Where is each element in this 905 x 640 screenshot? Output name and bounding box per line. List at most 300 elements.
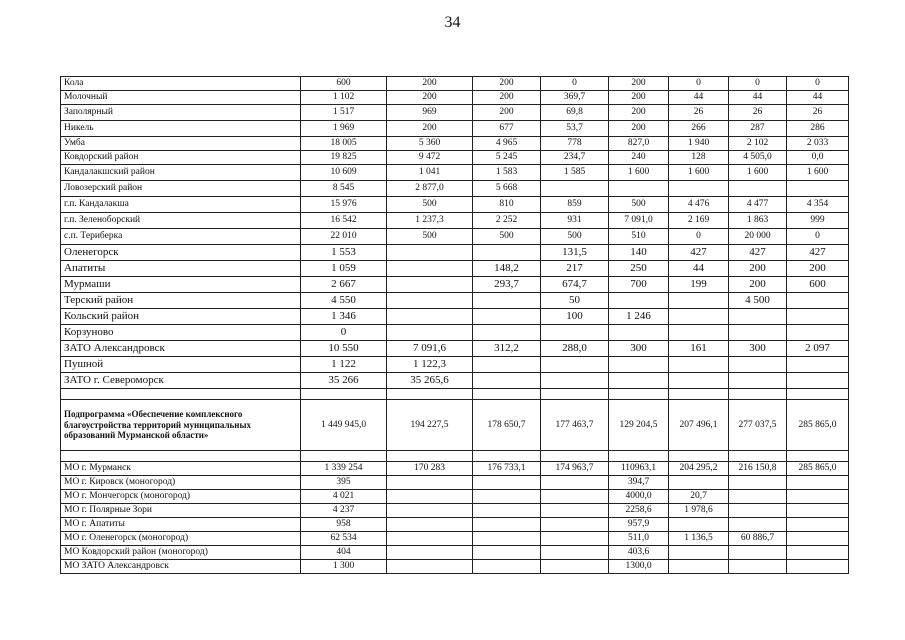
value-cell: 1 600 [787, 165, 849, 181]
value-cell [669, 518, 729, 532]
table-row [61, 373, 849, 389]
value-cell [729, 560, 787, 574]
value-cell: 395 [301, 476, 387, 490]
value-cell: 286 [787, 121, 849, 137]
value-cell [541, 325, 609, 341]
table-row [61, 490, 849, 504]
value-cell: 369,7 [541, 91, 609, 105]
value-cell: 2 097 [787, 341, 849, 357]
value-cell [669, 357, 729, 373]
value-cell [729, 181, 787, 197]
table-row [61, 518, 849, 532]
value-cell: 427 [787, 245, 849, 261]
value-cell [473, 373, 541, 389]
value-cell [387, 261, 473, 277]
value-cell: 1 600 [729, 165, 787, 181]
value-cell: 0 [729, 77, 787, 91]
value-cell [387, 560, 473, 574]
value-cell: 200 [609, 105, 669, 121]
value-cell: 2 033 [787, 137, 849, 151]
value-cell [473, 293, 541, 309]
value-cell: 2 169 [669, 213, 729, 229]
value-cell: 674,7 [541, 277, 609, 293]
table-row [61, 462, 849, 476]
table-row [61, 476, 849, 490]
value-cell [729, 504, 787, 518]
page-number: 34 [444, 14, 461, 31]
table-row [61, 245, 849, 261]
value-cell: 200 [473, 91, 541, 105]
value-cell [541, 560, 609, 574]
row-name-cell: Кола [61, 77, 301, 91]
value-cell: 969 [387, 105, 473, 121]
value-cell: 4 477 [729, 197, 787, 213]
value-cell: 177 463,7 [541, 400, 609, 451]
value-cell: 174 963,7 [541, 462, 609, 476]
value-cell [669, 325, 729, 341]
value-cell [473, 546, 541, 560]
value-cell [729, 490, 787, 504]
value-cell: 240 [609, 151, 669, 165]
table-row [61, 213, 849, 229]
table-row [61, 181, 849, 197]
value-cell [473, 357, 541, 373]
row-name-cell: Молочный [61, 91, 301, 105]
value-cell: 200 [609, 91, 669, 105]
row-name-cell: Терский район [61, 293, 301, 309]
value-cell: 511,0 [609, 532, 669, 546]
value-cell: 394,7 [609, 476, 669, 490]
value-cell: 1 237,3 [387, 213, 473, 229]
value-cell [387, 309, 473, 325]
value-cell: 677 [473, 121, 541, 137]
row-name-cell: г.п. Зеленоборский [61, 213, 301, 229]
value-cell: 810 [473, 197, 541, 213]
value-cell: 2 877,0 [387, 181, 473, 197]
value-cell: 778 [541, 137, 609, 151]
value-cell: 1 978,6 [669, 504, 729, 518]
table-row [61, 91, 849, 105]
value-cell: 427 [729, 245, 787, 261]
value-cell: 5 360 [387, 137, 473, 151]
value-cell: 207 496,1 [669, 400, 729, 451]
value-cell: 200 [473, 105, 541, 121]
value-cell [787, 532, 849, 546]
value-cell: 277 037,5 [729, 400, 787, 451]
table-row [61, 77, 849, 91]
value-cell: 200 [473, 77, 541, 91]
value-cell [729, 389, 787, 400]
value-cell [473, 518, 541, 532]
value-cell: 15 976 [301, 197, 387, 213]
value-cell [473, 476, 541, 490]
value-cell [541, 373, 609, 389]
row-name-cell: Кандалакшский район [61, 165, 301, 181]
value-cell [609, 293, 669, 309]
value-cell [787, 373, 849, 389]
value-cell: 404 [301, 546, 387, 560]
value-cell: 2 667 [301, 277, 387, 293]
value-cell: 200 [387, 121, 473, 137]
value-cell: 100 [541, 309, 609, 325]
value-cell: 2 252 [473, 213, 541, 229]
value-cell [669, 181, 729, 197]
budget-table [60, 76, 849, 574]
value-cell: 1 346 [301, 309, 387, 325]
value-cell [729, 325, 787, 341]
value-cell [787, 504, 849, 518]
row-name-cell: Заполярный [61, 105, 301, 121]
value-cell: 131,5 [541, 245, 609, 261]
value-cell: 1300,0 [609, 560, 669, 574]
value-cell [541, 181, 609, 197]
value-cell: 35 266 [301, 373, 387, 389]
value-cell: 0,0 [787, 151, 849, 165]
value-cell [387, 451, 473, 462]
row-name-cell: г.п. Кандалакша [61, 197, 301, 213]
value-cell [787, 293, 849, 309]
value-cell: 600 [301, 77, 387, 91]
value-cell: 128 [669, 151, 729, 165]
value-cell: 859 [541, 197, 609, 213]
value-cell: 250 [609, 261, 669, 277]
value-cell [541, 546, 609, 560]
value-cell: 1 122,3 [387, 357, 473, 373]
value-cell [541, 504, 609, 518]
value-cell [541, 476, 609, 490]
row-name-cell: МО г. Мончегорск (моногород) [61, 490, 301, 504]
value-cell: 129 204,5 [609, 400, 669, 451]
row-name-cell: Мурмаши [61, 277, 301, 293]
value-cell [387, 277, 473, 293]
value-cell: 0 [669, 229, 729, 245]
row-name-cell: Корзуново [61, 325, 301, 341]
value-cell [609, 325, 669, 341]
value-cell: 5 245 [473, 151, 541, 165]
value-cell [787, 325, 849, 341]
value-cell: 26 [787, 105, 849, 121]
value-cell: 500 [387, 197, 473, 213]
value-cell: 200 [387, 91, 473, 105]
value-cell: 199 [669, 277, 729, 293]
value-cell: 7 091,6 [387, 341, 473, 357]
table-row [61, 197, 849, 213]
value-cell [387, 476, 473, 490]
value-cell: 200 [609, 121, 669, 137]
value-cell [787, 476, 849, 490]
value-cell: 0 [541, 77, 609, 91]
row-name-cell: МО г. Кировск (моногород) [61, 476, 301, 490]
value-cell: 1 517 [301, 105, 387, 121]
value-cell: 2258,6 [609, 504, 669, 518]
value-cell [387, 293, 473, 309]
value-cell: 178 650,7 [473, 400, 541, 451]
value-cell [669, 293, 729, 309]
value-cell: 288,0 [541, 341, 609, 357]
value-cell: 18 005 [301, 137, 387, 151]
value-cell [787, 560, 849, 574]
row-name-cell: с.п. Териберка [61, 229, 301, 245]
value-cell [387, 490, 473, 504]
value-cell: 0 [669, 77, 729, 91]
value-cell: 4000,0 [609, 490, 669, 504]
value-cell: 4 021 [301, 490, 387, 504]
value-cell [787, 518, 849, 532]
value-cell: 1 583 [473, 165, 541, 181]
value-cell [387, 518, 473, 532]
value-cell: 1 041 [387, 165, 473, 181]
value-cell: 285 865,0 [787, 400, 849, 451]
value-cell: 600 [787, 277, 849, 293]
value-cell: 1 300 [301, 560, 387, 574]
value-cell: 300 [609, 341, 669, 357]
value-cell: 266 [669, 121, 729, 137]
value-cell: 4 550 [301, 293, 387, 309]
value-cell: 7 091,0 [609, 213, 669, 229]
value-cell: 4 965 [473, 137, 541, 151]
value-cell [541, 532, 609, 546]
value-cell: 1 449 945,0 [301, 400, 387, 451]
table-row [61, 261, 849, 277]
value-cell: 148,2 [473, 261, 541, 277]
value-cell: 62 534 [301, 532, 387, 546]
row-name-cell: Никель [61, 121, 301, 137]
value-cell: 4 354 [787, 197, 849, 213]
value-cell: 827,0 [609, 137, 669, 151]
value-cell [473, 245, 541, 261]
row-name-cell: МО г. Оленегорск (моногород) [61, 532, 301, 546]
value-cell: 1 122 [301, 357, 387, 373]
value-cell: 204 295,2 [669, 462, 729, 476]
value-cell: 0 [301, 325, 387, 341]
value-cell [473, 309, 541, 325]
value-cell [787, 181, 849, 197]
value-cell [541, 357, 609, 373]
value-cell: 161 [669, 341, 729, 357]
value-cell: 20 000 [729, 229, 787, 245]
value-cell: 10 609 [301, 165, 387, 181]
row-name-cell: Ловозерский район [61, 181, 301, 197]
value-cell [787, 357, 849, 373]
table-row [61, 400, 849, 451]
value-cell: 4 500 [729, 293, 787, 309]
value-cell: 110963,1 [609, 462, 669, 476]
value-cell: 1 102 [301, 91, 387, 105]
row-name-cell [61, 451, 301, 462]
value-cell: 510 [609, 229, 669, 245]
table-row [61, 341, 849, 357]
value-cell: 200 [729, 277, 787, 293]
value-cell [387, 325, 473, 341]
value-cell: 427 [669, 245, 729, 261]
value-cell [387, 546, 473, 560]
value-cell: 1 059 [301, 261, 387, 277]
value-cell: 1 863 [729, 213, 787, 229]
value-cell: 1 136,5 [669, 532, 729, 546]
value-cell [729, 518, 787, 532]
value-cell: 287 [729, 121, 787, 137]
value-cell [301, 451, 387, 462]
table-row [61, 451, 849, 462]
table-row [61, 277, 849, 293]
value-cell [473, 504, 541, 518]
value-cell: 9 472 [387, 151, 473, 165]
value-cell: 1 246 [609, 309, 669, 325]
value-cell [669, 546, 729, 560]
value-cell: 216 150,8 [729, 462, 787, 476]
value-cell: 1 600 [669, 165, 729, 181]
value-cell: 403,6 [609, 546, 669, 560]
value-cell: 217 [541, 261, 609, 277]
row-name-cell [61, 389, 301, 400]
row-name-cell: Апатиты [61, 261, 301, 277]
value-cell: 35 265,6 [387, 373, 473, 389]
value-cell [473, 532, 541, 546]
value-cell [541, 389, 609, 400]
table-row [61, 121, 849, 137]
value-cell [387, 532, 473, 546]
value-cell: 500 [387, 229, 473, 245]
value-cell [729, 357, 787, 373]
value-cell [787, 451, 849, 462]
value-cell: 700 [609, 277, 669, 293]
value-cell: 60 886,7 [729, 532, 787, 546]
value-cell [787, 546, 849, 560]
row-name-cell: Кольский район [61, 309, 301, 325]
row-name-cell: ЗАТО Александровск [61, 341, 301, 357]
value-cell: 234,7 [541, 151, 609, 165]
value-cell: 22 010 [301, 229, 387, 245]
value-cell [541, 490, 609, 504]
value-cell [729, 546, 787, 560]
row-name-cell: МО г. Апатиты [61, 518, 301, 532]
value-cell: 500 [609, 197, 669, 213]
value-cell: 958 [301, 518, 387, 532]
value-cell [669, 560, 729, 574]
table-row [61, 504, 849, 518]
value-cell [669, 373, 729, 389]
value-cell: 10 550 [301, 341, 387, 357]
value-cell: 1 553 [301, 245, 387, 261]
value-cell [787, 389, 849, 400]
value-cell [729, 476, 787, 490]
value-cell [669, 451, 729, 462]
value-cell [387, 389, 473, 400]
value-cell: 2 102 [729, 137, 787, 151]
table-row [61, 293, 849, 309]
table-row [61, 165, 849, 181]
value-cell: 44 [729, 91, 787, 105]
table-row [61, 151, 849, 165]
value-cell [729, 373, 787, 389]
value-cell [473, 325, 541, 341]
table-row [61, 532, 849, 546]
value-cell: 176 733,1 [473, 462, 541, 476]
value-cell: 1 585 [541, 165, 609, 181]
value-cell: 4 476 [669, 197, 729, 213]
value-cell: 1 600 [609, 165, 669, 181]
value-cell: 957,9 [609, 518, 669, 532]
value-cell: 1 940 [669, 137, 729, 151]
value-cell: 200 [387, 77, 473, 91]
row-name-cell: МО Ковдорский район (моногород) [61, 546, 301, 560]
value-cell: 200 [787, 261, 849, 277]
value-cell: 170 283 [387, 462, 473, 476]
table-row [61, 325, 849, 341]
table-row [61, 137, 849, 151]
table-row [61, 389, 849, 400]
value-cell: 44 [669, 261, 729, 277]
value-cell: 200 [609, 77, 669, 91]
value-cell [473, 389, 541, 400]
table-row [61, 105, 849, 121]
row-name-cell: МО ЗАТО Александровск [61, 560, 301, 574]
value-cell [669, 389, 729, 400]
value-cell: 26 [669, 105, 729, 121]
row-name-cell: Оленегорск [61, 245, 301, 261]
value-cell [473, 490, 541, 504]
value-cell [387, 504, 473, 518]
value-cell [609, 451, 669, 462]
value-cell [729, 451, 787, 462]
row-name-cell: МО г. Мурманск [61, 462, 301, 476]
value-cell: 20,7 [669, 490, 729, 504]
value-cell: 44 [669, 91, 729, 105]
value-cell [787, 490, 849, 504]
value-cell: 312,2 [473, 341, 541, 357]
table-row [61, 357, 849, 373]
value-cell: 8 545 [301, 181, 387, 197]
value-cell: 293,7 [473, 277, 541, 293]
table-row [61, 229, 849, 245]
value-cell [541, 451, 609, 462]
value-cell: 0 [787, 229, 849, 245]
value-cell: 5 668 [473, 181, 541, 197]
value-cell [669, 309, 729, 325]
value-cell [609, 357, 669, 373]
table-row [61, 560, 849, 574]
value-cell [729, 309, 787, 325]
value-cell [473, 451, 541, 462]
value-cell: 50 [541, 293, 609, 309]
table-body [61, 77, 849, 574]
value-cell: 999 [787, 213, 849, 229]
value-cell: 19 825 [301, 151, 387, 165]
table-row [61, 546, 849, 560]
value-cell: 16 542 [301, 213, 387, 229]
value-cell [541, 518, 609, 532]
value-cell: 285 865,0 [787, 462, 849, 476]
value-cell [609, 389, 669, 400]
value-cell: 0 [787, 77, 849, 91]
value-cell: 53,7 [541, 121, 609, 137]
row-name-cell: Умба [61, 137, 301, 151]
value-cell: 200 [729, 261, 787, 277]
value-cell [301, 389, 387, 400]
row-name-cell: Ковдорский район [61, 151, 301, 165]
value-cell [787, 309, 849, 325]
value-cell [609, 373, 669, 389]
value-cell: 500 [473, 229, 541, 245]
value-cell: 69,8 [541, 105, 609, 121]
row-name-cell: ЗАТО г. Североморск [61, 373, 301, 389]
value-cell: 931 [541, 213, 609, 229]
row-name-cell: Подпрограмма «Обеспечение комплексного благоустройства территорий муниципальных образований Мурманской области» [61, 400, 301, 451]
value-cell: 140 [609, 245, 669, 261]
value-cell: 300 [729, 341, 787, 357]
value-cell [669, 476, 729, 490]
value-cell: 4 505,0 [729, 151, 787, 165]
